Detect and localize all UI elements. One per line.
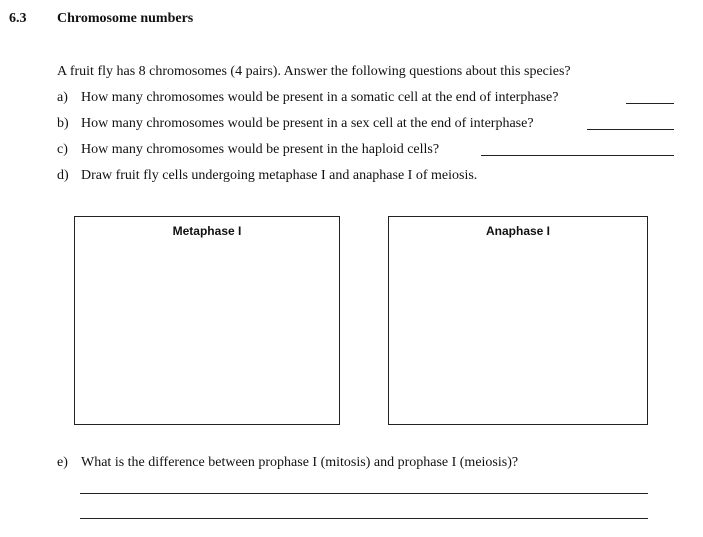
answer-line-b[interactable] — [587, 129, 674, 130]
section-title: Chromosome numbers — [57, 11, 194, 26]
intro-text: A fruit fly has 8 chromosomes (4 pairs). Answer the following questions about this species? — [57, 64, 571, 79]
question-e-text: What is the difference between prophase I (mitosis) and prophase I (meiosis)? — [81, 455, 519, 470]
metaphase-drawing-box[interactable] — [74, 216, 340, 425]
question-d-text: Draw fruit fly cells undergoing metaphase I and anaphase I of meiosis. — [81, 168, 478, 183]
question-c-text: How many chromosomes would be present in the haploid cells? — [81, 142, 440, 157]
answer-line-e-1[interactable] — [80, 493, 648, 494]
question-e-letter: e) — [57, 455, 68, 470]
question-b-letter: b) — [57, 116, 69, 131]
answer-line-a[interactable] — [626, 103, 674, 104]
section-number: 6.3 — [9, 11, 27, 26]
question-c-letter: c) — [57, 142, 68, 157]
question-b-text: How many chromosomes would be present in a sex cell at the end of interphase? — [81, 116, 534, 131]
answer-line-c[interactable] — [481, 155, 674, 156]
metaphase-box-label: Metaphase I — [172, 224, 242, 238]
anaphase-drawing-box[interactable] — [388, 216, 648, 425]
question-d-letter: d) — [57, 168, 69, 183]
answer-line-e-2[interactable] — [80, 518, 648, 519]
anaphase-box-label: Anaphase I — [485, 224, 551, 238]
question-a-text: How many chromosomes would be present in a somatic cell at the end of interphase? — [81, 90, 559, 105]
question-a-letter: a) — [57, 90, 68, 105]
